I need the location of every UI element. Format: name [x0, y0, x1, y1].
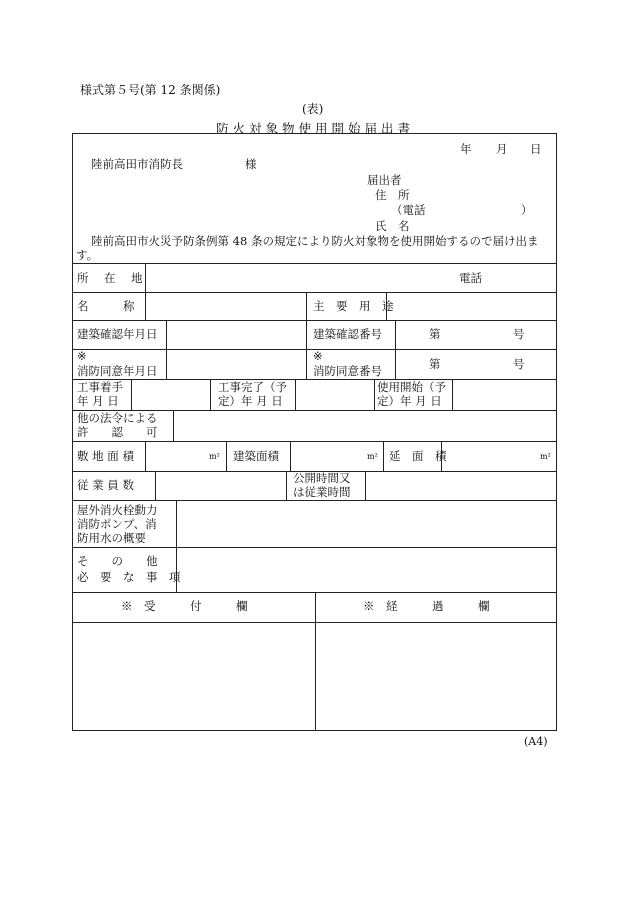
other-items-field[interactable]: [178, 549, 554, 590]
other-items-label-1: そ の 他: [77, 554, 158, 568]
hours-field[interactable]: [367, 473, 554, 498]
hours-label-1: 公開時間又: [293, 471, 351, 485]
fire-consent-number-label: 消防同意番号: [313, 364, 382, 378]
notifier-label: 届出者: [367, 173, 402, 187]
location-label: 所 在 地: [77, 271, 145, 285]
front-side-label: (表): [302, 102, 324, 116]
addressee: 陸前高田市消防長: [91, 157, 183, 171]
hydrant-label-1: 屋外消火栓動力: [77, 503, 158, 517]
fire-consent-date-field[interactable]: [168, 351, 304, 377]
building-confirm-date-label: 建築確認年月日: [77, 327, 158, 341]
form-number: 様式第５号(第 12 条関係): [80, 83, 221, 97]
phone-label: （電話: [391, 203, 426, 217]
location-field[interactable]: [147, 265, 447, 290]
name-field[interactable]: [147, 294, 304, 318]
construction-end-label-1: 工事完了（予: [218, 380, 287, 394]
fire-consent-go: 号: [513, 357, 525, 371]
fire-consent-dai: 第: [429, 357, 441, 371]
permit-field[interactable]: [175, 412, 554, 439]
employees-label: 従 業 員 数: [77, 478, 134, 492]
building-confirm-go: 号: [513, 327, 525, 341]
floor-area-label: 延 面 積: [389, 449, 447, 463]
name-label: 氏 名: [375, 219, 410, 233]
progress-box: [317, 624, 554, 728]
date-day-label: 日: [530, 142, 542, 156]
location-phone-label: 電話: [459, 271, 482, 285]
main-use-label: 主 要 用 途: [313, 299, 394, 313]
hydrant-field[interactable]: [178, 502, 554, 545]
permit-label-2: 許 認 可: [77, 425, 158, 439]
fire-consent-mark-2: ※: [313, 349, 323, 363]
floor-area-unit: m²: [540, 452, 551, 461]
paper-size-label: (A4): [524, 735, 548, 748]
construction-end-label-2: 定）年 月 日: [218, 394, 283, 408]
construction-start-field[interactable]: [133, 381, 209, 408]
statement-line-2: す。: [76, 248, 99, 262]
use-start-label-2: 定）年 月 日: [377, 394, 442, 408]
building-confirm-number-label: 建築確認番号: [313, 327, 382, 341]
building-confirm-dai: 第: [429, 327, 441, 341]
address-label: 住 所: [375, 188, 410, 202]
reception-box: [75, 624, 313, 728]
fire-consent-mark: ※: [77, 349, 87, 363]
addressee-honorific: 様: [245, 157, 257, 171]
date-month-label: 月: [496, 142, 508, 156]
construction-end-field[interactable]: [297, 381, 373, 408]
progress-column-header: ※ 経 過 欄: [363, 599, 490, 613]
hours-label-2: は従業時間: [293, 485, 351, 499]
building-area-unit: m²: [367, 452, 378, 461]
statement-line-1: 陸前高田市火災予防条例第 48 条の規定により防火対象物を使用開始するので届け出ま: [91, 234, 539, 248]
main-use-field[interactable]: [388, 294, 554, 318]
fire-consent-date-label: 消防同意年月日: [77, 364, 158, 378]
reception-column-header: ※ 受 付 欄: [121, 599, 248, 613]
form-title: 防火対象物使用開始届出書: [216, 121, 415, 136]
phone-close-paren: ）: [521, 203, 533, 217]
site-area-label: 敷 地 面 積: [77, 449, 134, 463]
building-confirm-date-field[interactable]: [168, 322, 304, 347]
use-start-field[interactable]: [454, 381, 554, 408]
construction-start-label-1: 工事着手: [77, 380, 123, 394]
other-items-label-2: 必 要 な 事 項: [77, 570, 181, 584]
name-row-label: 名 称: [77, 299, 135, 313]
employees-field[interactable]: [157, 473, 285, 498]
hydrant-label-2: 消防ポンプ、消: [77, 517, 157, 531]
notification-form: [72, 133, 557, 731]
use-start-label-1: 使用開始（予: [377, 380, 446, 394]
site-area-unit: m²: [209, 452, 220, 461]
building-area-label: 建築面積: [233, 449, 279, 463]
permit-label-1: 他の法令による: [77, 411, 158, 425]
date-year-label: 年: [460, 142, 472, 156]
construction-start-label-2: 年 月 日: [77, 394, 119, 408]
hydrant-label-3: 防用水の概要: [77, 531, 146, 545]
